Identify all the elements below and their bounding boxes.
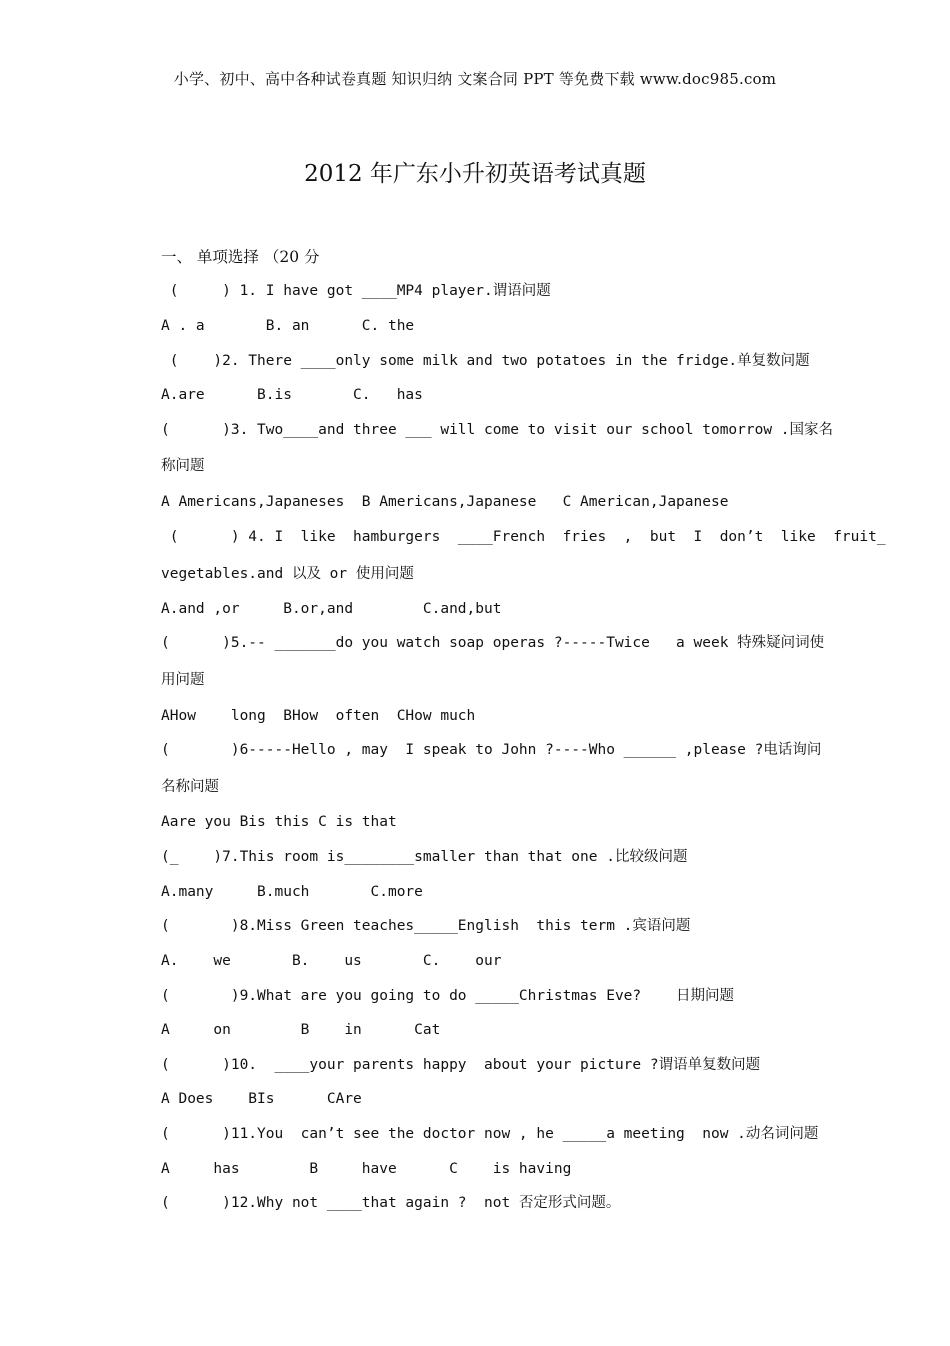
options-line: A.many B.much C.more (161, 884, 423, 900)
options-line: A has B have C is having (161, 1161, 572, 1177)
question-line-cont: 名称问题 (161, 779, 219, 795)
question-line: ( ) 4. I like hamburgers ____French fries , but I don’t like fruit_ (161, 529, 886, 545)
question-line: ( )8.Miss Green teaches_____English this term .宾语问题 (161, 918, 691, 934)
question-line: ( ) 1. I have got ____MP4 player.谓语问题 (161, 283, 551, 299)
question-line: (_ )7.This room is________smaller than that one .比较级问题 (161, 849, 688, 865)
options-line: A . a B. an C. the (161, 318, 415, 334)
options-line: AHow long BHow often CHow much (161, 708, 476, 724)
question-line-cont: 称问题 (161, 458, 205, 474)
options-line: A.are B.is C. has (161, 387, 423, 403)
question-line: ( )5.-- _______do you watch soap operas ?-----Twice a week 特殊疑问词使 (161, 635, 825, 651)
page-title: 2012 年广东小升初英语考试真题 (304, 161, 646, 187)
site-header: 小学、初中、高中各种试卷真题 知识归纳 文案合同 PPT 等免费下载 www.doc985.com (173, 70, 777, 88)
question-line: ( )11.You can’t see the doctor now , he _____a meeting now .动名词问题 (161, 1126, 819, 1142)
options-line: A on B in Cat (161, 1022, 441, 1038)
question-line: ( )2. There ____only some milk and two potatoes in the fridge.单复数问题 (161, 353, 810, 369)
options-line: A Americans,Japaneses B Americans,Japanese C American,Japanese (161, 494, 729, 510)
options-line: A. we B. us C. our (161, 953, 502, 969)
options-line: Aare you Bis this C is that (161, 814, 397, 830)
question-line: ( )3. Two____and three ___ will come to visit our school tomorrow .国家名 (161, 422, 834, 438)
options-line: A Does BIs CAre (161, 1091, 362, 1107)
options-line: A.and ,or B.or,and C.and,but (161, 601, 502, 617)
section-heading: 一、 单项选择 （20 分 (161, 248, 320, 266)
question-line: ( )6-----Hello , may I speak to John ?----Who ______ ,please ?电话询问 (161, 742, 822, 758)
question-line: ( )12.Why not ____that again ? not 否定形式问题。 (161, 1195, 621, 1211)
question-line-cont: 用问题 (161, 672, 205, 688)
question-line: ( )10. ____your parents happy about your picture ?谓语单复数问题 (161, 1057, 761, 1073)
question-line-cont: vegetables.and 以及 or 使用问题 (161, 566, 414, 582)
question-line: ( )9.What are you going to do _____Christmas Eve? 日期问题 (161, 988, 735, 1004)
